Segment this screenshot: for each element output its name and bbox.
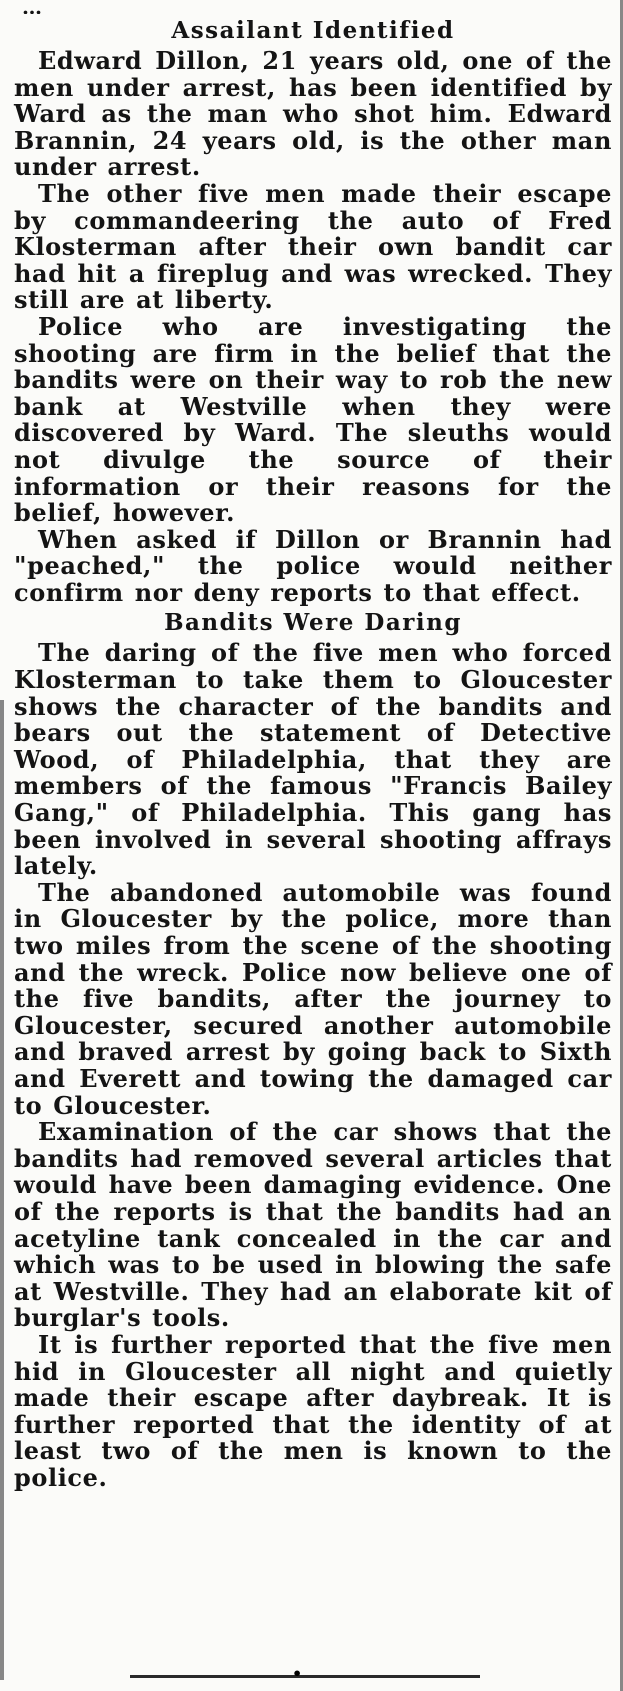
article-column [14, 0, 612, 1491]
paragraph: The daring of the five men who forced Klosterman to take them to Gloucester shows the character of the bandits and bears out the statement of Detective Wood, of Philadelphia, that they are members of the famous "Francis Bailey Gang," of Philadelphia. This gang has been involved in several shooting affrays lately. [14, 638, 612, 881]
end-rule [130, 1675, 480, 1678]
paragraph: It is further reported that the five men hid in Gloucester all night and quietly made their escape after daybreak. It is further reported that the identity of at least two of the men is known to the police. [14, 1329, 612, 1492]
paragraph: Edward Dillon, 21 years old, one of the men under arrest, has been identified by Ward as the man who shot him. Edward Brannin, 24 years old, is the other man under arrest. [14, 46, 612, 182]
subheading-assailant-identified: Assailant Identified [171, 17, 455, 44]
column-rule-left [0, 700, 4, 1680]
paragraph: When asked if Dillon or Brannin had "peached," the police would neither confirm nor deny reports to that effect. [14, 524, 612, 607]
paragraph: The abandoned automobile was found in Gloucester by the police, more than two miles from the scene of the shooting and the wreck. Police now believe one of the five bandits, after the journey to Gloucester, secured another automobile and braved arrest by going back to Sixth and Everett and towing the damaged car to Gloucester. [14, 877, 612, 1120]
end-mark: • [292, 1664, 303, 1683]
paragraph: Police who are investigating the shooting are firm in the belief that the bandits were on their way to rob the new bank at Westville when they were discovered by Ward. The sleuths would not divulge the source of their information or their reasons for the belief, however. [14, 311, 612, 528]
clipped-text-fragment: … [22, 0, 42, 14]
subheading-bandits-were-daring: Bandits Were Daring [164, 609, 462, 637]
paragraph: The other five men made their escape by commandeering the auto of Fred Klosterman after their own bandit car had hit a fireplug and was wrecked. They still are at liberty. [14, 178, 612, 315]
paragraph: Examination of the car shows that the bandits had removed several articles that would have been damaging evidence. One of the reports is that the bandits had an acetyline tank concealed in the car and which was to be used in blowing the safe at Westville. They had an elaborate kit of burglar's tools. [14, 1117, 612, 1333]
